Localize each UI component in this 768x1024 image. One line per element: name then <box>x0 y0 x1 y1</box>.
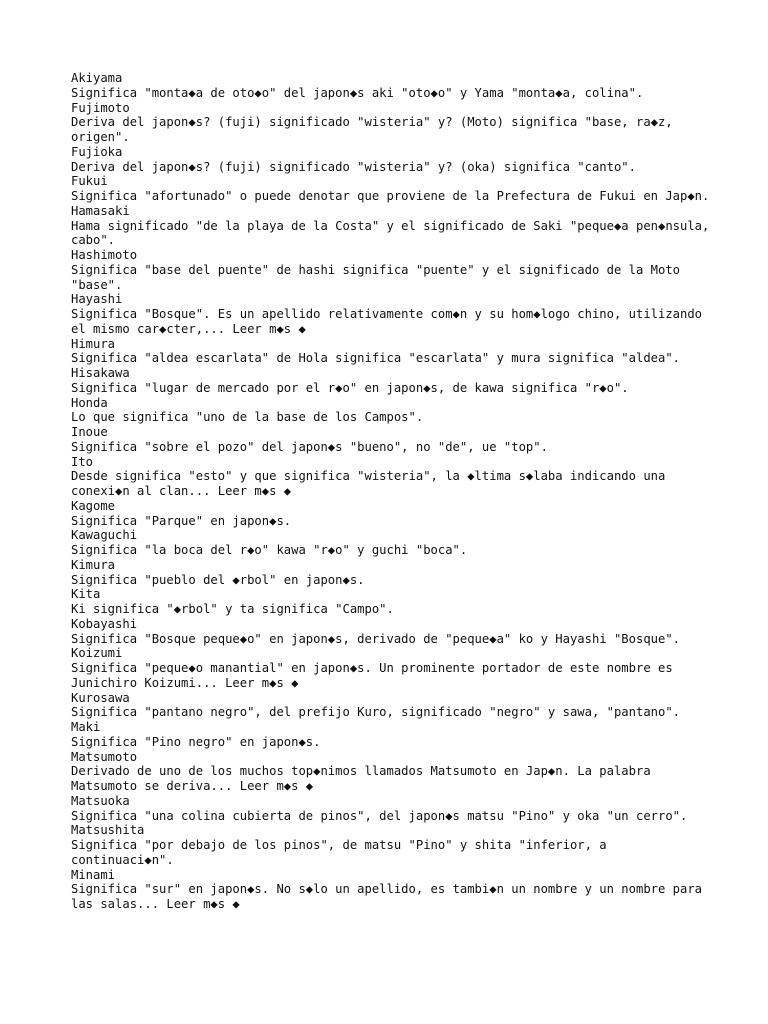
entry-name: Fujioka <box>71 144 123 159</box>
entry-text: Ki significa "◆rbol" y ta significa "Campo". <box>71 602 394 616</box>
entry-inoue <box>71 425 711 455</box>
entry-kimura <box>71 558 711 588</box>
entry-fujioka <box>71 145 711 175</box>
entry-hamasaki <box>71 203 717 248</box>
entry-hashimoto <box>71 248 711 292</box>
entry-name: Minami <box>71 867 116 882</box>
entry-name: Hayashi <box>71 292 123 307</box>
entry-name: Hisakawa <box>71 366 130 380</box>
entry-text: Significa "afortunado" o puede denotar que proviene de la Prefectura de Fukui en Jap◆n. <box>71 189 710 203</box>
entry-text: Significa "lugar de mercado por el r◆o" en japon◆s, de kawa significa "r◆o". <box>71 380 629 395</box>
entry-kobayashi <box>71 617 711 647</box>
entry-kawaguchi <box>71 528 711 558</box>
entry-text: Lo que significa "uno de la base de los Campos". <box>71 410 424 425</box>
entry-matsumoto <box>71 750 711 794</box>
entry-text: Significa "pantano negro", del prefijo Kuro, significado "negro" y sawa, "pantano". <box>71 705 681 720</box>
entry-minami <box>71 868 711 912</box>
entry-name: Kagome <box>71 498 116 513</box>
entry-text: Significa "pueblo del ◆rbol" en japon◆s. <box>71 572 365 587</box>
entry-hayashi <box>71 292 711 336</box>
entry-hisakawa <box>71 366 711 396</box>
entry-text: Significa "por debajo de los pinos", de matsu "Pino" y shita "inferior, a continuaci◆n". <box>71 838 614 867</box>
entry-text: Deriva del japon◆s? (fuji) significado "wisteria" y? (oka) significa "canto". <box>71 159 636 174</box>
entry-name: Ito <box>71 454 94 469</box>
entry-text: Significa "una colina cubierta de pinos", del japon◆s matsu "Pino" y oka "un cerro". <box>71 808 688 823</box>
entry-honda <box>71 396 711 426</box>
entry-name: Matsushita <box>71 823 145 838</box>
entry-name: Maki <box>71 720 101 734</box>
entry-text: Significa "Bosque peque◆o" en japon◆s, derivado de "peque◆a" ko y Hayashi "Bosque". <box>71 631 681 646</box>
entry-name: Kobayashi <box>71 616 138 631</box>
document-body <box>71 71 717 912</box>
entry-text: Significa "Pino negro" en japon◆s. <box>71 734 321 749</box>
entry-koizumi <box>71 646 711 690</box>
entry-name: Kurosawa <box>71 690 130 705</box>
entry-name: Fujimoto <box>71 100 130 115</box>
entry-name: Inoue <box>71 425 108 439</box>
entry-name: Koizumi <box>71 646 123 661</box>
entry-text: Significa "la boca del r◆o" kawa "r◆o" y guchi "boca". <box>71 543 468 557</box>
entry-name: Akiyama <box>71 71 123 85</box>
entry-name: Hamasaki <box>71 203 130 218</box>
entry-name: Hashimoto <box>71 248 138 262</box>
entry-name: Himura <box>71 336 116 351</box>
entry-fujimoto <box>71 101 711 145</box>
entry-text: Hama significado "de la playa de la Costa" y el significado de Saki "peque◆a pen◆nsula, cabo". <box>71 218 717 248</box>
entry-text: Derivado de uno de los muchos top◆nimos llamados Matsumoto en Jap◆n. La palabra Matsumoto se deriva... Leer m◆s ◆ <box>71 764 659 793</box>
entry-himura <box>71 337 711 367</box>
entry-text: Significa "aldea escarlata" de Hola significa "escarlata" y mura significa "aldea". <box>71 351 681 366</box>
entry-text: Significa "peque◆o manantial" en japon◆s. Un prominente portador de este nombre es Junichiro Koizumi... Leer m◆s ◆ <box>71 661 681 690</box>
entry-name: Matsuoka <box>71 793 130 808</box>
entry-akiyama <box>71 71 711 101</box>
entry-text: Significa "Bosque". Es un apellido relativamente com◆n y su hom◆logo chino, utilizando el mismo car◆cter,... Leer m◆s ◆ <box>71 307 710 336</box>
entry-name: Matsumoto <box>71 749 138 764</box>
entry-name: Kimura <box>71 557 116 572</box>
entry-fukui <box>71 174 711 204</box>
entry-kagome <box>71 499 711 529</box>
entry-name: Honda <box>71 395 108 410</box>
entry-name: Kawaguchi <box>71 528 138 543</box>
entry-kita <box>71 587 711 617</box>
entry-text: Significa "sobre el pozo" del japon◆s "bueno", no "de", ue "top". <box>71 439 548 454</box>
entry-matsushita <box>71 823 711 867</box>
entry-text: Significa "monta◆a de oto◆o" del japon◆s aki "oto◆o" y Yama "monta◆a, colina". <box>71 85 644 100</box>
entry-matsuoka <box>71 794 711 824</box>
entry-text: Deriva del japon◆s? (fuji) significado "wisteria" y? (Moto) significa "base, ra◆z, origen". <box>71 115 681 144</box>
entry-text: Significa "base del puente" de hashi significa "puente" y el significado de la Moto "base". <box>71 262 688 292</box>
entry-ito <box>71 455 711 499</box>
entry-kurosawa <box>71 691 711 721</box>
entry-text: Significa "Parque" en japon◆s. <box>71 513 292 528</box>
entry-text: Significa "sur" en japon◆s. No s◆lo un apellido, es tambi◆n un nombre y un nombre para las salas... Leer m◆s ◆ <box>71 882 710 911</box>
entry-name: Kita <box>71 587 101 602</box>
entry-name: Fukui <box>71 174 108 189</box>
entry-maki <box>71 720 711 750</box>
entry-text: Desde significa "esto" y que significa "wisteria", la ◆ltima s◆laba indicando una conexi◆n al clan... Leer m◆s ◆ <box>71 469 673 498</box>
